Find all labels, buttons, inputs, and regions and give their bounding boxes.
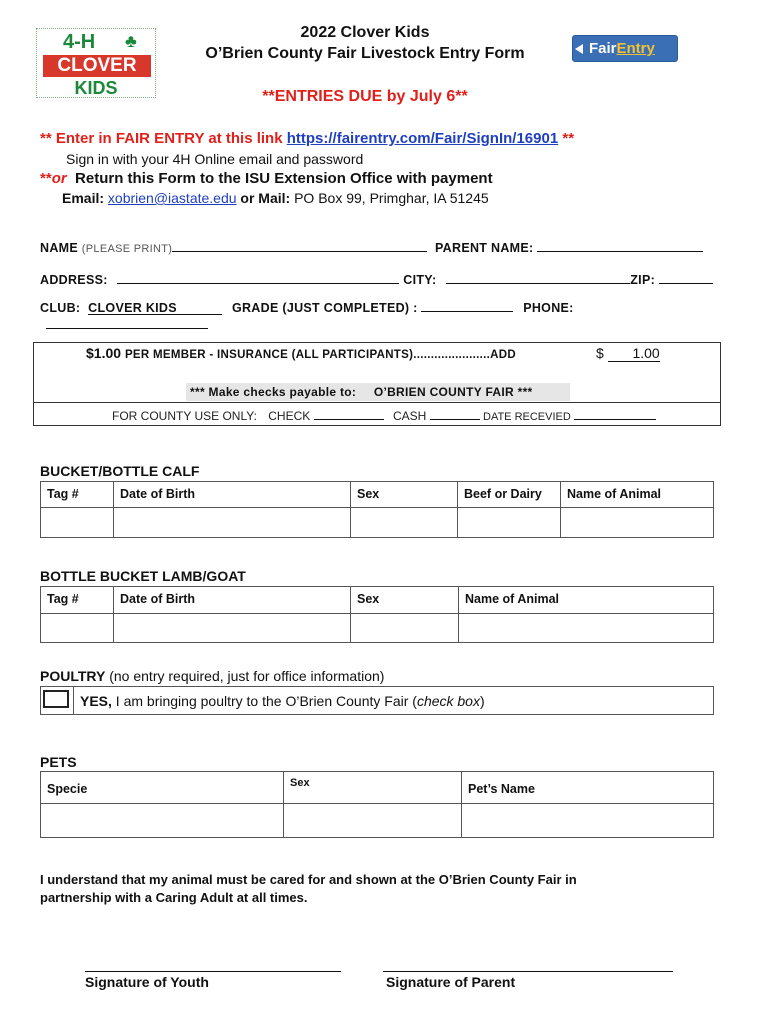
address-label: ADDRESS: [40,273,108,287]
logo-4h-text: 4-H [63,31,96,53]
cell-name-of-animal[interactable] [459,614,714,643]
address-field[interactable] [117,270,399,284]
clover-icon: ♣ [125,31,137,51]
club-value: CLOVER KIDS [88,301,177,315]
check-field[interactable] [314,409,384,420]
bucket-calf-title: BUCKET/BOTTLE CALF [40,463,200,479]
instruction-line-return [40,170,493,187]
col-date-of-birth: Date of Birth [114,482,351,508]
table-header-row [41,587,714,614]
statement-line-2: partnership with a Caring Adult at all times. [40,890,308,905]
poultry-yes: YES, [80,693,112,709]
cell-specie[interactable] [41,804,284,838]
instruction-stars: ** [40,170,52,187]
lamb-goat-title: BOTTLE BUCKET LAMB/GOAT [40,568,246,584]
poultry-checkbox[interactable] [43,690,69,708]
county-use-line [112,409,656,423]
col-tag: Tag # [41,587,114,614]
club-row [40,298,720,332]
table-row [41,804,714,838]
col-date-of-birth: Date of Birth [114,587,351,614]
instruction-signin: Sign in with your 4H Online email and password [66,151,364,167]
poultry-check-box-hint: check box [416,693,480,709]
col-sex: Sex [284,772,462,804]
name-label: NAME [40,241,79,255]
cash-label: CASH [392,409,427,423]
instruction-prefix: ** Enter in FAIR ENTRY at this link [40,130,287,147]
cell-sex[interactable] [351,614,459,643]
grade-field[interactable] [421,298,513,312]
cell-date-of-birth[interactable] [114,614,351,643]
name-row [40,238,720,255]
phone-field[interactable] [46,315,208,329]
col-name-of-animal: Name of Animal [459,587,714,614]
col-sex: Sex [351,587,459,614]
club-field[interactable] [88,301,222,315]
col-tag: Tag # [41,482,114,508]
date-received-field[interactable] [574,409,656,420]
mail-label: or Mail: [240,190,291,206]
poultry-note: (no entry required, just for office information) [105,668,385,684]
date-received-label: DATE RECEVIED [483,411,571,423]
badge-entry-text: Entry [616,40,655,57]
city-label: CITY: [403,273,437,287]
pets-table [40,771,714,838]
county-use-label: FOR COUNTY USE ONLY: [112,409,257,423]
cell-date-of-birth[interactable] [114,508,351,538]
insurance-amount [596,345,660,362]
due-notice: **ENTRIES DUE by July 6** [262,88,468,105]
arrow-left-icon [575,44,583,54]
dollar-sign: $ [596,345,604,361]
table-row [41,508,714,538]
col-name-of-animal: Name of Animal [561,482,714,508]
cell-pets-name[interactable] [462,804,714,838]
checks-payable-label: *** Make checks payable to: [190,385,357,399]
page-subtitle: O’Brien County Fair Livestock Entry Form [205,45,525,62]
statement-line-1: I understand that my animal must be cared for and shown at the O’Brien County Fair in [40,872,577,887]
col-specie: Specie [41,772,284,804]
checks-payable-row [186,383,570,401]
zip-field[interactable] [659,270,713,284]
checks-payee: O’BRIEN COUNTY FAIR *** [373,385,533,399]
logo-clover-text: CLOVER [43,55,151,77]
email-label: Email: [62,190,105,206]
cell-tag[interactable] [41,614,114,643]
poultry-statement [80,693,485,709]
cash-field[interactable] [430,409,480,420]
badge-fair-text: Fair [589,40,617,57]
col-sex: Sex [351,482,458,508]
instruction-line-fairentry [40,130,574,147]
page-title: 2022 Clover Kids [300,24,430,41]
cell-beef-or-dairy[interactable] [458,508,561,538]
fairentry-link[interactable]: https://fairentry.com/Fair/SignIn/16901 [286,130,559,147]
grade-label: GRADE (JUST COMPLETED) : [231,301,418,315]
insurance-text: PER MEMBER - INSURANCE (ALL PARTICIPANTS)......................ADD [124,349,516,361]
poultry-text: I am bringing poultry to the O’Brien County Fair ( [111,693,417,709]
mail-address: PO Box 99, Primghar, IA 51245 [294,190,489,206]
instruction-contact [62,190,489,206]
instruction-or: or [51,170,67,187]
address-row [40,270,720,287]
logo-kids-text: KIDS [74,78,118,98]
cell-name-of-animal[interactable] [561,508,714,538]
table-header-row [41,772,714,804]
fairentry-badge [572,35,678,62]
parent-signature-label: Signature of Parent [386,974,516,990]
email-link[interactable]: xobrien@iastate.edu [107,190,237,206]
phone-label: PHONE: [523,301,574,315]
col-pets-name: Pet’s Name [462,772,714,804]
name-hint: (PLEASE PRINT) [81,243,173,255]
youth-signature-line[interactable] [85,971,341,972]
clover-kids-logo [36,28,156,98]
pets-title: PETS [40,754,77,770]
table-header-row [41,482,714,508]
bucket-calf-table [40,481,714,538]
table-row [41,614,714,643]
col-beef-or-dairy: Beef or Dairy [458,482,561,508]
parent-signature-line[interactable] [383,971,673,972]
cell-tag[interactable] [41,508,114,538]
poultry-close: ) [479,693,485,709]
club-label: CLUB: [40,301,81,315]
parent-name-label: PARENT NAME: [434,241,534,255]
instruction-return-text: Return this Form to the ISU Extension Office with payment [75,170,493,187]
parent-name-field[interactable] [537,238,703,252]
zip-label: ZIP: [630,273,656,287]
name-field[interactable] [172,238,427,252]
city-field[interactable] [446,270,630,284]
insurance-line [86,345,516,361]
cell-sex[interactable] [351,508,458,538]
youth-signature-label: Signature of Youth [85,974,209,990]
insurance-amount-value: 1.00 [608,345,660,362]
poultry-title: POULTRY [40,668,106,684]
cell-sex[interactable] [284,804,462,838]
poultry-heading [40,668,384,684]
insurance-fee: $1.00 [86,345,122,361]
instruction-suffix: ** [558,130,575,147]
lamb-goat-table [40,586,714,643]
check-label: CHECK [268,409,311,423]
